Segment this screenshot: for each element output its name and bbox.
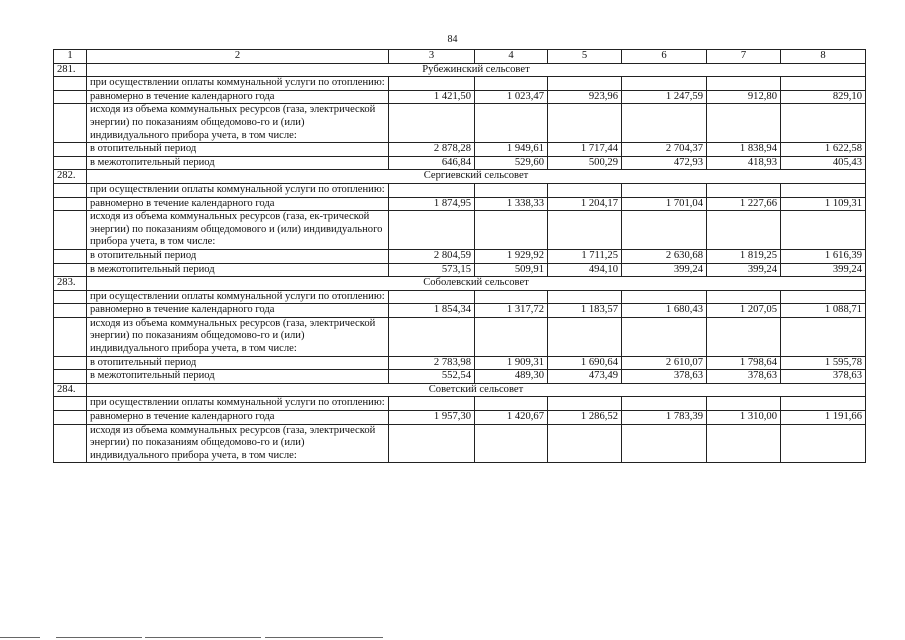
empty-cell	[548, 104, 622, 143]
table-row	[54, 90, 866, 104]
value-cell: 1 023,47	[475, 90, 548, 104]
row-number-cell	[54, 90, 87, 104]
value-cell: 1 204,17	[548, 197, 622, 211]
value-cell: 1 109,31	[781, 197, 866, 211]
column-header: 5	[548, 50, 622, 64]
table-row	[54, 211, 866, 250]
column-header: 6	[622, 50, 707, 64]
row-label: равномерно в течение календарного года	[87, 90, 389, 104]
value-cell: 1 088,71	[781, 304, 866, 318]
column-header: 4	[475, 50, 548, 64]
value-cell: 418,93	[707, 156, 781, 170]
row-number-cell	[54, 104, 87, 143]
table-row	[54, 370, 866, 384]
header-row	[54, 50, 866, 64]
empty-cell	[707, 397, 781, 411]
empty-cell	[548, 183, 622, 197]
table-row	[54, 263, 866, 277]
row-number-cell	[54, 156, 87, 170]
empty-cell	[475, 424, 548, 463]
row-number-cell	[54, 370, 87, 384]
empty-cell	[707, 183, 781, 197]
section-row	[54, 277, 866, 291]
section-number: 284.	[54, 383, 87, 397]
table-row	[54, 304, 866, 318]
value-cell: 1 247,59	[622, 90, 707, 104]
row-number-cell	[54, 317, 87, 356]
row-label: равномерно в течение календарного года	[87, 197, 389, 211]
row-label: исходя из объема коммунальных ресурсов (газа, ек-трической энергии) по показаниям общедомового и (или) индивидуального прибора учета, в том числе:	[87, 211, 389, 250]
value-cell: 1 929,92	[475, 249, 548, 263]
value-cell: 1 717,44	[548, 143, 622, 157]
value-cell: 923,96	[548, 90, 622, 104]
table-row	[54, 424, 866, 463]
value-cell: 1 227,66	[707, 197, 781, 211]
section-number: 282.	[54, 170, 87, 184]
row-label: в отопительный период	[87, 356, 389, 370]
table-row	[54, 356, 866, 370]
table-row	[54, 249, 866, 263]
column-header: 3	[389, 50, 475, 64]
empty-cell	[389, 424, 475, 463]
empty-cell	[475, 211, 548, 250]
value-cell: 573,15	[389, 263, 475, 277]
empty-cell	[389, 104, 475, 143]
value-cell: 509,91	[475, 263, 548, 277]
value-cell: 378,63	[707, 370, 781, 384]
value-cell: 1 595,78	[781, 356, 866, 370]
table-row	[54, 183, 866, 197]
value-cell: 1 819,25	[707, 249, 781, 263]
value-cell: 1 286,52	[548, 411, 622, 425]
value-cell: 1 949,61	[475, 143, 548, 157]
empty-cell	[389, 211, 475, 250]
row-label: равномерно в течение календарного года	[87, 304, 389, 318]
row-number-cell	[54, 211, 87, 250]
empty-cell	[622, 104, 707, 143]
value-cell: 829,10	[781, 90, 866, 104]
column-header: 7	[707, 50, 781, 64]
table-row	[54, 411, 866, 425]
value-cell: 646,84	[389, 156, 475, 170]
empty-cell	[548, 397, 622, 411]
table-row	[54, 77, 866, 91]
empty-cell	[781, 77, 866, 91]
value-cell: 489,30	[475, 370, 548, 384]
row-label: равномерно в течение календарного года	[87, 411, 389, 425]
value-cell: 529,60	[475, 156, 548, 170]
value-cell: 1 711,25	[548, 249, 622, 263]
row-label: при осуществлении оплаты коммунальной услуги по отоплению:	[87, 290, 389, 304]
row-label: в межотопительный период	[87, 263, 389, 277]
value-cell: 1 420,67	[475, 411, 548, 425]
value-cell: 378,63	[622, 370, 707, 384]
value-cell: 1 207,05	[707, 304, 781, 318]
footer-rule	[0, 637, 40, 638]
section-row	[54, 63, 866, 77]
empty-cell	[389, 290, 475, 304]
value-cell: 1 338,33	[475, 197, 548, 211]
value-cell: 1 310,00	[707, 411, 781, 425]
section-name: Соболевский сельсовет	[87, 277, 866, 291]
empty-cell	[707, 104, 781, 143]
value-cell: 399,24	[622, 263, 707, 277]
section-row	[54, 170, 866, 184]
empty-cell	[475, 397, 548, 411]
empty-cell	[707, 317, 781, 356]
row-label: исходя из объема коммунальных ресурсов (газа, электрической энергии) по показаниям общедомово-го и (или) индивидуального прибора учета, в том числе:	[87, 424, 389, 463]
empty-cell	[475, 77, 548, 91]
empty-cell	[389, 317, 475, 356]
empty-cell	[622, 424, 707, 463]
footer-rule	[145, 637, 261, 638]
value-cell: 1 690,64	[548, 356, 622, 370]
empty-cell	[707, 211, 781, 250]
table-row	[54, 290, 866, 304]
value-cell: 405,43	[781, 156, 866, 170]
value-cell: 1 183,57	[548, 304, 622, 318]
empty-cell	[622, 397, 707, 411]
empty-cell	[548, 77, 622, 91]
empty-cell	[707, 424, 781, 463]
row-label: исходя из объема коммунальных ресурсов (газа, электрической энергии) по показаниям общедомово-го и (или) индивидуального прибора учета, в том числе:	[87, 317, 389, 356]
row-label: при осуществлении оплаты коммунальной услуги по отоплению:	[87, 77, 389, 91]
value-cell: 1 783,39	[622, 411, 707, 425]
row-number-cell	[54, 143, 87, 157]
footer-rule	[56, 637, 142, 638]
value-cell: 1 421,50	[389, 90, 475, 104]
value-cell: 1 317,72	[475, 304, 548, 318]
row-number-cell	[54, 356, 87, 370]
empty-cell	[548, 317, 622, 356]
empty-cell	[622, 317, 707, 356]
column-header: 8	[781, 50, 866, 64]
footer-rule	[265, 637, 383, 638]
row-number-cell	[54, 411, 87, 425]
empty-cell	[781, 317, 866, 356]
table-row	[54, 397, 866, 411]
row-number-cell	[54, 304, 87, 318]
empty-cell	[548, 290, 622, 304]
value-cell: 2 804,59	[389, 249, 475, 263]
table-row	[54, 143, 866, 157]
value-cell: 552,54	[389, 370, 475, 384]
empty-cell	[548, 424, 622, 463]
value-cell: 2 630,68	[622, 249, 707, 263]
page-number: 84	[447, 34, 458, 45]
value-cell: 473,49	[548, 370, 622, 384]
empty-cell	[781, 104, 866, 143]
row-number-cell	[54, 397, 87, 411]
empty-cell	[475, 104, 548, 143]
value-cell: 1 622,58	[781, 143, 866, 157]
value-cell: 1 854,34	[389, 304, 475, 318]
empty-cell	[475, 317, 548, 356]
value-cell: 2 878,28	[389, 143, 475, 157]
value-cell: 1 680,43	[622, 304, 707, 318]
value-cell: 494,10	[548, 263, 622, 277]
row-number-cell	[54, 183, 87, 197]
value-cell: 1 701,04	[622, 197, 707, 211]
table-row	[54, 197, 866, 211]
row-number-cell	[54, 424, 87, 463]
empty-cell	[622, 183, 707, 197]
table-row	[54, 317, 866, 356]
row-label: в отопительный период	[87, 249, 389, 263]
row-label: при осуществлении оплаты коммунальной услуги по отоплению:	[87, 397, 389, 411]
value-cell: 378,63	[781, 370, 866, 384]
section-name: Советский сельсовет	[87, 383, 866, 397]
empty-cell	[707, 290, 781, 304]
value-cell: 912,80	[707, 90, 781, 104]
row-label: исходя из объема коммунальных ресурсов (газа, электрической энергии) по показаниям общедомово-го и (или) индивидуального прибора учета, в том числе:	[87, 104, 389, 143]
empty-cell	[781, 424, 866, 463]
section-number: 283.	[54, 277, 87, 291]
row-label: в межотопительный период	[87, 156, 389, 170]
row-number-cell	[54, 77, 87, 91]
empty-cell	[622, 77, 707, 91]
empty-cell	[389, 77, 475, 91]
empty-cell	[475, 183, 548, 197]
table-row	[54, 156, 866, 170]
empty-cell	[475, 290, 548, 304]
empty-cell	[781, 290, 866, 304]
empty-cell	[781, 397, 866, 411]
row-number-cell	[54, 263, 87, 277]
section-number: 281.	[54, 63, 87, 77]
tariff-table	[53, 49, 866, 463]
table-row	[54, 104, 866, 143]
value-cell: 2 704,37	[622, 143, 707, 157]
value-cell: 1 616,39	[781, 249, 866, 263]
empty-cell	[622, 211, 707, 250]
empty-cell	[622, 290, 707, 304]
empty-cell	[781, 211, 866, 250]
value-cell: 1 874,95	[389, 197, 475, 211]
value-cell: 1 798,64	[707, 356, 781, 370]
column-header: 2	[87, 50, 389, 64]
empty-cell	[781, 183, 866, 197]
value-cell: 2 610,07	[622, 356, 707, 370]
value-cell: 500,29	[548, 156, 622, 170]
value-cell: 472,93	[622, 156, 707, 170]
row-number-cell	[54, 249, 87, 263]
value-cell: 1 957,30	[389, 411, 475, 425]
value-cell: 1 191,66	[781, 411, 866, 425]
section-name: Сергиевский сельсовет	[87, 170, 866, 184]
section-name: Рубежинский сельсовет	[87, 63, 866, 77]
empty-cell	[548, 211, 622, 250]
value-cell: 1 838,94	[707, 143, 781, 157]
value-cell: 399,24	[781, 263, 866, 277]
row-number-cell	[54, 197, 87, 211]
value-cell: 1 909,31	[475, 356, 548, 370]
value-cell: 399,24	[707, 263, 781, 277]
empty-cell	[389, 397, 475, 411]
row-number-cell	[54, 290, 87, 304]
empty-cell	[389, 183, 475, 197]
row-label: в отопительный период	[87, 143, 389, 157]
section-row	[54, 383, 866, 397]
value-cell: 2 783,98	[389, 356, 475, 370]
row-label: в межотопительный период	[87, 370, 389, 384]
column-header: 1	[54, 50, 87, 64]
row-label: при осуществлении оплаты коммунальной услуги по отоплению:	[87, 183, 389, 197]
empty-cell	[707, 77, 781, 91]
